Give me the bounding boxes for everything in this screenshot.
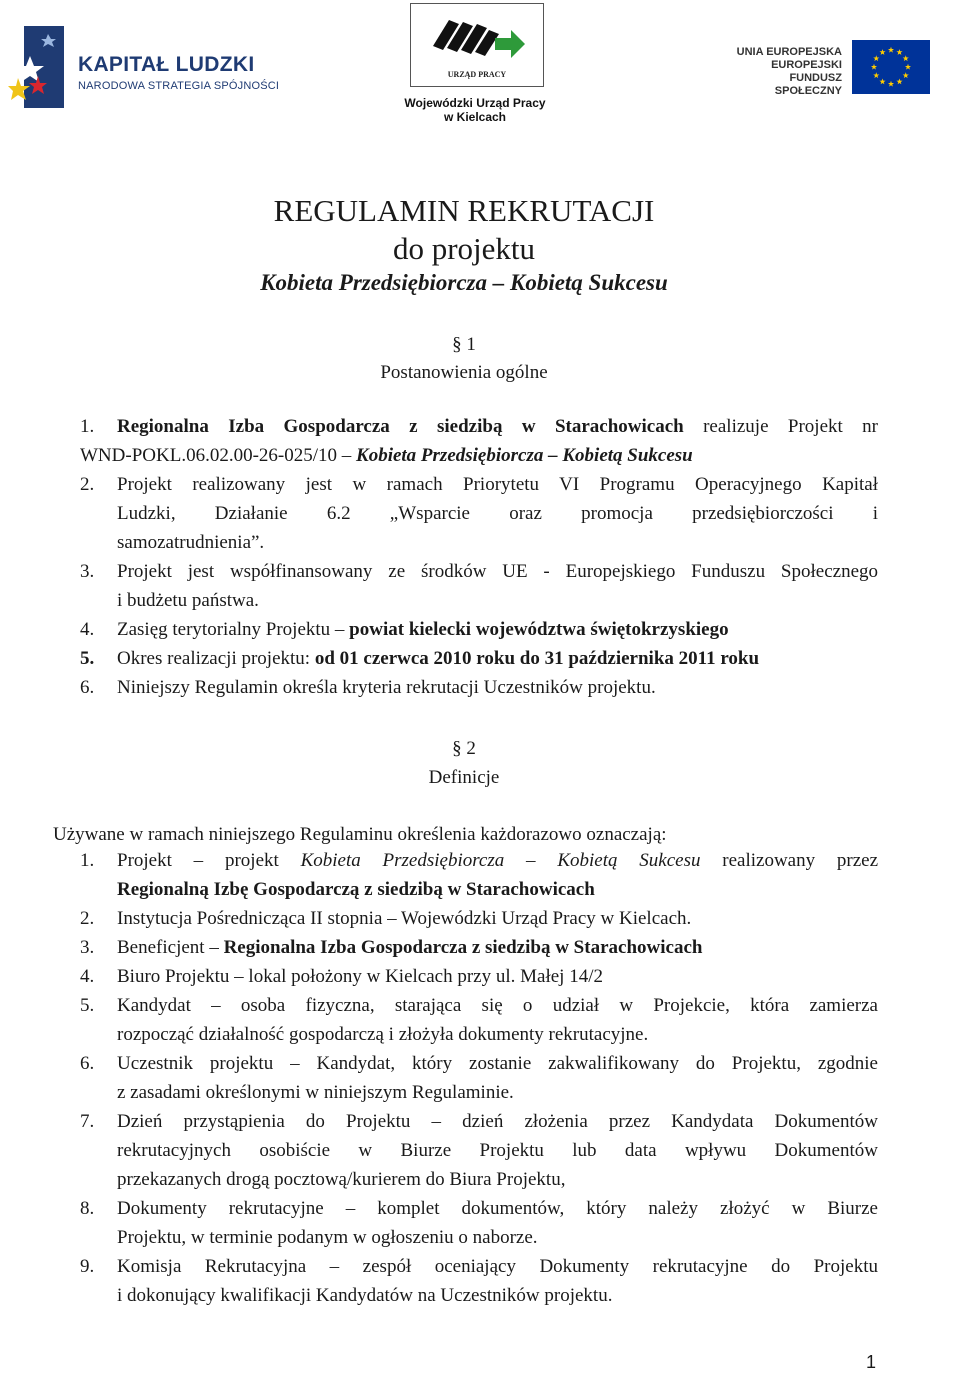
eu-star-icon (896, 49, 902, 55)
eu-logo (724, 38, 934, 98)
list-item: 7. Dzień przystąpienia do Projektu – dzień złożenia przez Kandydata Dokumentów rekrutacyjnych osobiście w Biurze Projektu lub data wpływu Dokumentów przekazanych drogą pocztową/kurierem do Biura Projektu, (80, 1111, 878, 1190)
section2-heading: Definicje (428, 767, 500, 788)
eu-star-icon (903, 55, 909, 61)
section2-number: § 2 (452, 738, 476, 759)
list-item: 5. Kandydat – osoba fizyczna, starająca się o udział w Projekcie, która zamierza rozpocząć działalność gospodarczą i złożyła dokumenty rekrutacyjne. (80, 995, 878, 1045)
list-item: 6. Uczestnik projektu – Kandydat, który zostanie zakwalifikowany do Projektu, zgodnie z zasadami określonymi w niniejszym Regulaminie. (80, 1053, 878, 1103)
list-item: 2. Projekt realizowany jest w ramach Priorytetu VI Programu Operacyjnego Kapitał Ludzki, Działanie 6.2 „Wsparcie oraz promocja przedsiębiorczości i samozatrudnienia”. (80, 474, 878, 553)
list-item: 5. Okres realizacji projektu: od 01 czerwca 2010 roku do 31 października 2011 roku (80, 648, 760, 669)
eu-star-icon (873, 55, 879, 61)
doc-title-line2: do projektu (392, 231, 536, 266)
eu-star-icon (903, 72, 909, 78)
wup-name: Wojewódzki Urząd Pracy w Kielcach (404, 96, 546, 124)
list-item: 4. Biuro Projektu – lokal położony w Kielcach przy ul. Małej 14/2 (80, 966, 603, 987)
section1-list (80, 412, 878, 702)
list-item: 2. Instytucja Pośrednicząca II stopnia – Wojewódzki Urząd Pracy w Kielcach. (80, 908, 692, 929)
list-item: 8. Dokumenty rekrutacyjne – komplet dokumentów, który należy złożyć w Biurze Projektu, w terminie podanym w ogłoszeniu o naborze. (80, 1198, 878, 1248)
eu-star-icon (896, 79, 902, 85)
section1-number: § 1 (452, 334, 476, 355)
eu-star-icon (879, 49, 885, 55)
list-item: 9. Komisja Rekrutacyjna – zespół oceniający Dokumenty rekrutacyjne do Projektu i dokonujący kwalifikacji Kandydatów na Uczestników projektu. (80, 1256, 878, 1306)
section1-heading: Postanowienia ogólne (380, 362, 548, 383)
list-item: 3. Beneficjent – Regionalna Izba Gospodarcza z siedzibą w Starachowicach (80, 937, 703, 958)
project-name: Kobieta Przedsiębiorcza – Kobietą Sukcesu (260, 270, 668, 295)
urzad-pracy-logo (410, 3, 544, 87)
eu-star-icon (905, 64, 911, 70)
eu-flag-icon (852, 40, 930, 94)
doc-title: REGULAMIN REKRUTACJI (273, 193, 655, 228)
page-number: 1 (866, 1352, 877, 1372)
eu-star-icon (879, 79, 885, 85)
kapital-ludzki-title: KAPITAŁ LUDZKI (78, 53, 255, 76)
eu-text: UNIA EUROPEJSKA EUROPEJSKI FUNDUSZ SPOŁECZNY (736, 46, 842, 97)
list-item: 6. Niniejszy Regulamin określa kryteria rekrutacji Uczestników projektu. (80, 677, 656, 698)
list-item: 1. Projekt – projekt Kobieta Przedsiębiorcza – Kobietą Sukcesu realizowany przez Regionalną Izbę Gospodarczą z siedzibą w Starachowicach (80, 850, 879, 900)
eu-star-icon (888, 47, 894, 53)
eu-star-icon (871, 64, 877, 70)
section2-list (80, 846, 878, 1310)
urzad-pracy-caption: URZĄD PRACY (447, 70, 507, 79)
kapital-ludzki-logo (8, 26, 278, 110)
section2-lead: Używane w ramach niniejszego Regulaminu określenia każdorazowo oznaczają: (53, 824, 667, 845)
list-item: 4. Zasięg terytorialny Projektu – powiat kielecki województwa świętokrzyskiego (80, 619, 729, 640)
urzad-pracy-arrows-icon (411, 4, 543, 70)
page-header (0, 0, 960, 140)
kapital-ludzki-subtitle: NARODOWA STRATEGIA SPÓJNOŚCI (78, 80, 280, 92)
list-item: 3. Projekt jest współfinansowany ze środków UE - Europejskiego Funduszu Społecznego i budżetu państwa. (80, 561, 878, 611)
eu-star-icon (873, 72, 879, 78)
list-item: 1. Regionalna Izba Gospodarcza z siedzibą w Starachowicach realizuje Projekt nr WND-POKL.06.02.00-26-025/10 – Kobieta Przedsiębiorcza – Kobietą Sukcesu (80, 416, 878, 466)
eu-star-icon (888, 81, 894, 87)
kapital-ludzki-emblem-icon (8, 26, 70, 110)
